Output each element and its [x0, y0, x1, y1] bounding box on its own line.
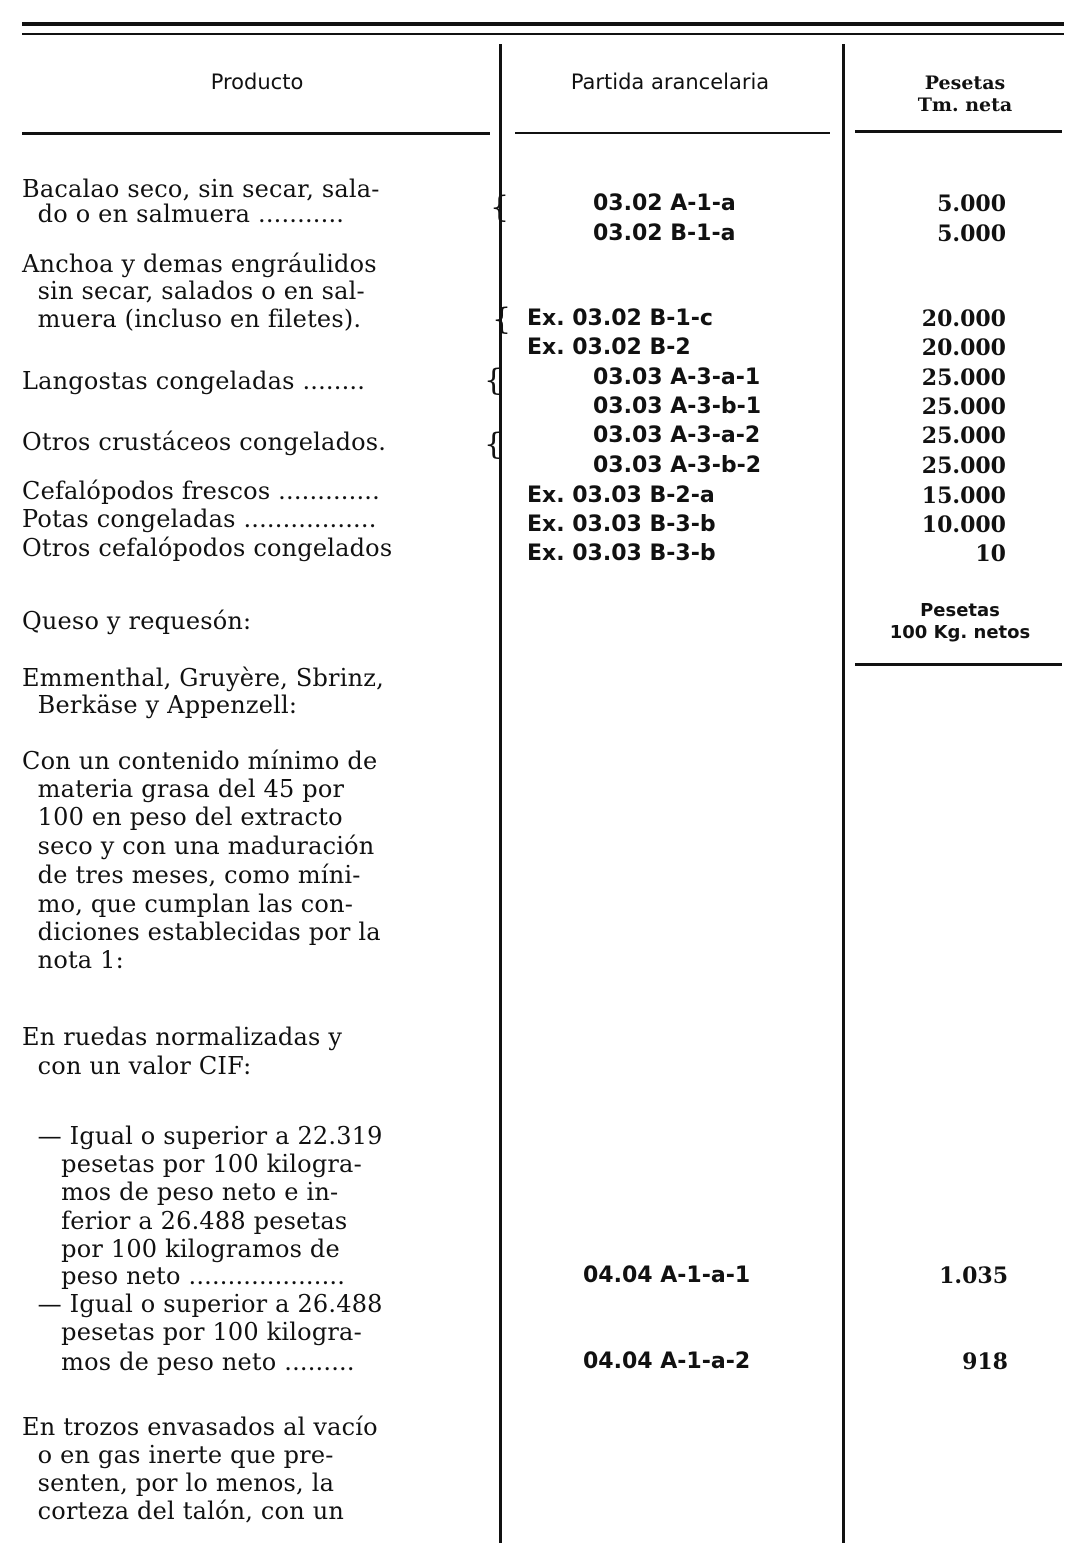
- column-divider: [499, 44, 502, 1543]
- pesetas-cell: 10.000: [921, 512, 1006, 538]
- top-rule-thin: [22, 33, 1064, 35]
- pesetas-cell: 5.000: [937, 191, 1006, 217]
- producto-line: de tres meses, como míni-: [22, 861, 361, 889]
- producto-line: peso neto ....................: [22, 1262, 346, 1290]
- partida-cell: 03.02 B-1-a: [593, 221, 736, 246]
- column-divider: [842, 44, 845, 1543]
- producto-line: Otros cefalópodos congelados: [22, 534, 393, 562]
- producto-line: pesetas por 100 kilogra-: [22, 1318, 362, 1346]
- subheader-rule: [855, 663, 1062, 666]
- partida-cell: Ex. 03.03 B-3-b: [527, 541, 716, 566]
- producto-line: Potas congeladas .................: [22, 505, 377, 533]
- producto-line: 100 en peso del extracto: [22, 803, 343, 831]
- subheader-pesetas-line1: Pesetas: [920, 600, 1000, 621]
- brace: {: [484, 363, 504, 398]
- brace: {: [492, 302, 512, 337]
- producto-line: mos de peso neto e in-: [22, 1178, 339, 1206]
- producto-line: Con un contenido mínimo de: [22, 747, 378, 775]
- pesetas-cell: 15.000: [921, 483, 1006, 509]
- producto-line: por 100 kilogramos de: [22, 1235, 340, 1263]
- header-pesetas-line1: Pesetas: [924, 72, 1006, 94]
- producto-line: seco y con una maduración: [22, 832, 375, 860]
- partida-cell: 03.03 A-3-a-2: [593, 423, 761, 448]
- producto-line: sin secar, salados o en sal-: [22, 277, 365, 305]
- pesetas-cell: 25.000: [921, 394, 1006, 420]
- top-rule: [22, 22, 1064, 26]
- pesetas-cell: 918: [962, 1349, 1008, 1375]
- pesetas-cell: 1.035: [939, 1263, 1008, 1289]
- producto-line: con un valor CIF:: [22, 1052, 252, 1080]
- producto-line: Queso y requesón:: [22, 607, 252, 635]
- producto-line: diciones establecidas por la: [22, 918, 381, 946]
- producto-line: — Igual o superior a 22.319: [22, 1122, 383, 1150]
- pesetas-cell: 20.000: [921, 306, 1006, 332]
- partida-cell: 04.04 A-1-a-1: [583, 1263, 751, 1288]
- producto-line: ferior a 26.488 pesetas: [22, 1207, 348, 1235]
- partida-cell: 03.03 A-3-b-2: [593, 453, 762, 478]
- pesetas-cell: 25.000: [921, 423, 1006, 449]
- producto-line: corteza del talón, con un: [22, 1497, 345, 1525]
- header-rule: [22, 132, 490, 135]
- header-rule: [515, 132, 830, 134]
- partida-cell: Ex. 03.02 B-2: [527, 335, 691, 360]
- partida-cell: Ex. 03.03 B-3-b: [527, 512, 716, 537]
- pesetas-cell: 10: [975, 541, 1006, 567]
- producto-line: pesetas por 100 kilogra-: [22, 1150, 362, 1178]
- producto-line: Otros crustáceos congelados.: [22, 428, 387, 456]
- producto-line: mo, que cumplan las con-: [22, 890, 354, 918]
- partida-cell: 03.02 A-1-a: [593, 191, 736, 216]
- pesetas-cell: 25.000: [921, 365, 1006, 391]
- producto-line: materia grasa del 45 por: [22, 775, 345, 803]
- partida-cell: Ex. 03.03 B-2-a: [527, 483, 715, 508]
- pesetas-cell: 20.000: [921, 335, 1006, 361]
- partida-cell: 03.03 A-3-a-1: [593, 365, 761, 390]
- subheader-pesetas-line2: 100 Kg. netos: [889, 622, 1031, 643]
- header-pesetas-line2: Tm. neta: [917, 94, 1013, 116]
- brace: {: [490, 190, 510, 225]
- producto-line: En ruedas normalizadas y: [22, 1023, 343, 1051]
- partida-cell: Ex. 03.02 B-1-c: [527, 306, 713, 331]
- header-partida: Partida arancelaria: [570, 70, 770, 94]
- pesetas-cell: 25.000: [921, 453, 1006, 479]
- producto-line: nota 1:: [22, 946, 124, 974]
- subheader-pesetas: [850, 600, 1070, 644]
- header-producto: Producto: [210, 70, 304, 94]
- producto-line: — Igual o superior a 26.488: [22, 1290, 383, 1318]
- producto-line: En trozos envasados al vacío: [22, 1413, 378, 1441]
- producto-line: Bacalao seco, sin secar, sala-: [22, 175, 380, 203]
- partida-cell: 03.03 A-3-b-1: [593, 394, 762, 419]
- producto-line: o en gas inerte que pre-: [22, 1441, 334, 1469]
- producto-line: senten, por lo menos, la: [22, 1469, 335, 1497]
- producto-line: Emmenthal, Gruyère, Sbrinz,: [22, 664, 384, 692]
- producto-line: muera (incluso en filetes).: [22, 305, 362, 333]
- producto-line: mos de peso neto .........: [22, 1348, 355, 1376]
- producto-line: Langostas congeladas ........: [22, 367, 366, 395]
- producto-line: do o en salmuera ...........: [22, 200, 345, 228]
- header-pesetas: [850, 72, 1078, 116]
- producto-line: Cefalópodos frescos .............: [22, 477, 380, 505]
- producto-line: Anchoa y demas engráulidos: [22, 250, 377, 278]
- producto-line: Berkäse y Appenzell:: [22, 691, 298, 719]
- partida-cell: 04.04 A-1-a-2: [583, 1349, 751, 1374]
- brace: {: [484, 427, 504, 462]
- header-rule: [855, 130, 1062, 133]
- pesetas-cell: 5.000: [937, 221, 1006, 247]
